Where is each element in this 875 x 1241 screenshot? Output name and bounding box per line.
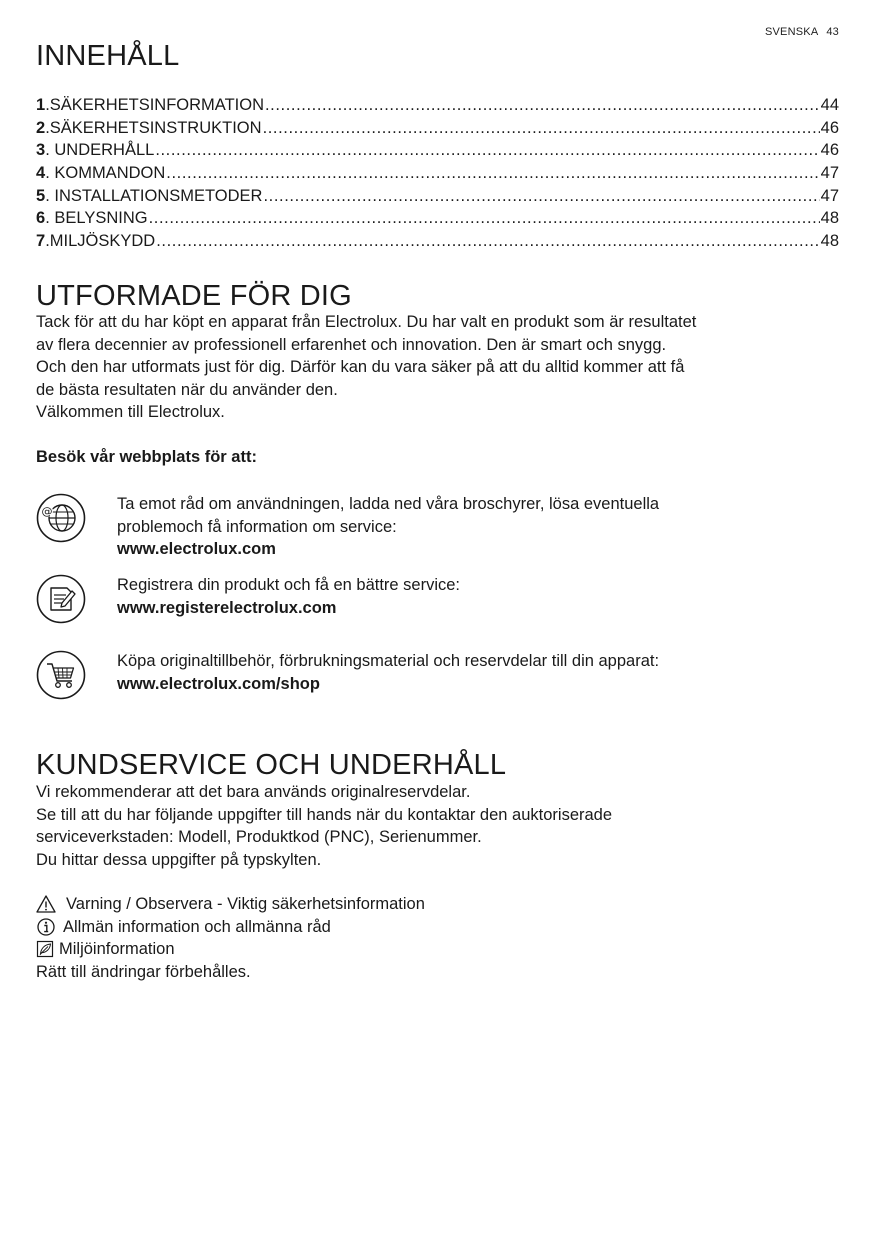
svg-text:@: @ — [41, 505, 53, 518]
electrolux-link[interactable]: www.electrolux.com — [117, 540, 276, 558]
toc-item[interactable] — [36, 119, 839, 142]
service-line: Du hittar dessa uppgifter på typskylten. — [36, 850, 322, 869]
toc-item-number: 1 — [36, 96, 46, 114]
toc-item-page: 47 — [820, 186, 839, 205]
web-item-text: problemoch få information om service: — [117, 517, 397, 536]
web-item-register — [36, 574, 836, 636]
shop-link[interactable]: www.electrolux.com/shop — [117, 674, 320, 693]
toc-item-label: .MILJÖSKYDD — [45, 232, 156, 251]
warning-triangle-icon — [36, 894, 60, 914]
toc-item[interactable] — [36, 96, 839, 119]
intro-line: Välkommen till Electrolux. — [36, 403, 225, 421]
toc-item-number: 7 — [36, 232, 46, 251]
web-item-shop — [36, 650, 836, 712]
page-header — [765, 26, 839, 38]
toc-item-label: .SÄKERHETSINSTRUKTION — [45, 118, 262, 137]
shopping-cart-icon — [36, 650, 84, 698]
toc-item-page: 44 — [820, 96, 839, 114]
table-of-contents — [36, 96, 839, 255]
service-line: Vi rekommenderar att det bara används originalreservdelar. — [36, 783, 471, 801]
toc-item-number: 2 — [36, 118, 46, 137]
toc-item-number: 4 — [36, 164, 46, 183]
designed-intro — [36, 311, 816, 424]
symbol-row — [36, 938, 816, 961]
register-link[interactable]: www.registerelectrolux.com — [117, 598, 337, 617]
web-item-text: Registrera din produkt och få en bättre service: — [117, 576, 461, 594]
register-notepad-icon — [36, 574, 84, 622]
toc-item[interactable] — [36, 209, 839, 232]
intro-line: Tack för att du har köpt en apparat från Electrolux. Du har valt en produkt som är resultatet — [36, 313, 697, 331]
intro-line: Och den har utformats just för dig. Därför kan du vara säker på att du alltid kommer att få — [36, 358, 685, 376]
service-line: serviceverkstaden: Modell, Produktkod (PNC), Serienummer. — [36, 828, 482, 846]
language-label: SVENSKA — [764, 26, 819, 38]
leaf-environment-icon — [36, 939, 56, 959]
toc-title: INNEHÅLL — [36, 40, 180, 72]
symbol-row — [36, 916, 816, 939]
toc-item-label: . UNDERHÅLL — [45, 141, 155, 160]
symbol-text: Varning / Observera - Viktig säkerhetsinformation — [66, 895, 425, 913]
intro-line: av flera decennier av professionell erfarenhet och innovation. Den är smart och snygg. — [36, 335, 667, 354]
toc-item-label: . BELYSNING — [45, 209, 148, 228]
symbol-legend — [36, 893, 816, 983]
service-title: KUNDSERVICE OCH UNDERHÅLL — [36, 749, 507, 781]
toc-item-number: 3 — [36, 141, 46, 160]
web-item-text: Ta emot råd om användningen, ladda ned våra broschyrer, lösa eventuella — [117, 495, 660, 513]
web-item-text: Köpa originaltillbehör, förbrukningsmaterial och reservdelar till din apparat: — [117, 652, 660, 670]
toc-item-label: .SÄKERHETSINFORMATION — [45, 96, 264, 114]
toc-item-label: . KOMMANDON — [45, 164, 166, 183]
toc-item-page: 46 — [820, 118, 839, 137]
toc-item-number: 6 — [36, 209, 46, 228]
service-text — [36, 781, 816, 871]
toc-item-page: 48 — [820, 209, 839, 228]
service-line: Se till att du har följande uppgifter till hands när du kontaktar den auktoriserade — [36, 805, 613, 824]
toc-item-number: 5 — [36, 186, 46, 205]
disclaimer-line: Rätt till ändringar förbehålles. — [36, 962, 251, 981]
symbol-text: Allmän information och allmänna råd — [63, 917, 331, 936]
toc-item[interactable] — [36, 187, 839, 210]
intro-line: de bästa resultaten när du använder den. — [36, 380, 338, 399]
info-circle-icon — [36, 917, 60, 937]
toc-item-page: 47 — [820, 164, 839, 183]
symbol-text: Miljöinformation — [59, 940, 175, 958]
page-number: 43 — [826, 26, 839, 38]
toc-item-label: . INSTALLATIONSMETODER — [45, 186, 263, 205]
web-item-info — [36, 493, 836, 558]
toc-item-page: 48 — [820, 232, 839, 251]
toc-item[interactable] — [36, 232, 839, 255]
designed-title: UTFORMADE FÖR DIG — [36, 280, 352, 312]
globe-at-icon — [36, 493, 84, 541]
toc-item[interactable] — [36, 141, 839, 164]
symbol-row — [36, 893, 816, 916]
visit-heading: Besök vår webbplats för att: — [36, 448, 257, 466]
toc-item[interactable] — [36, 164, 839, 187]
toc-item-page: 46 — [820, 141, 839, 160]
